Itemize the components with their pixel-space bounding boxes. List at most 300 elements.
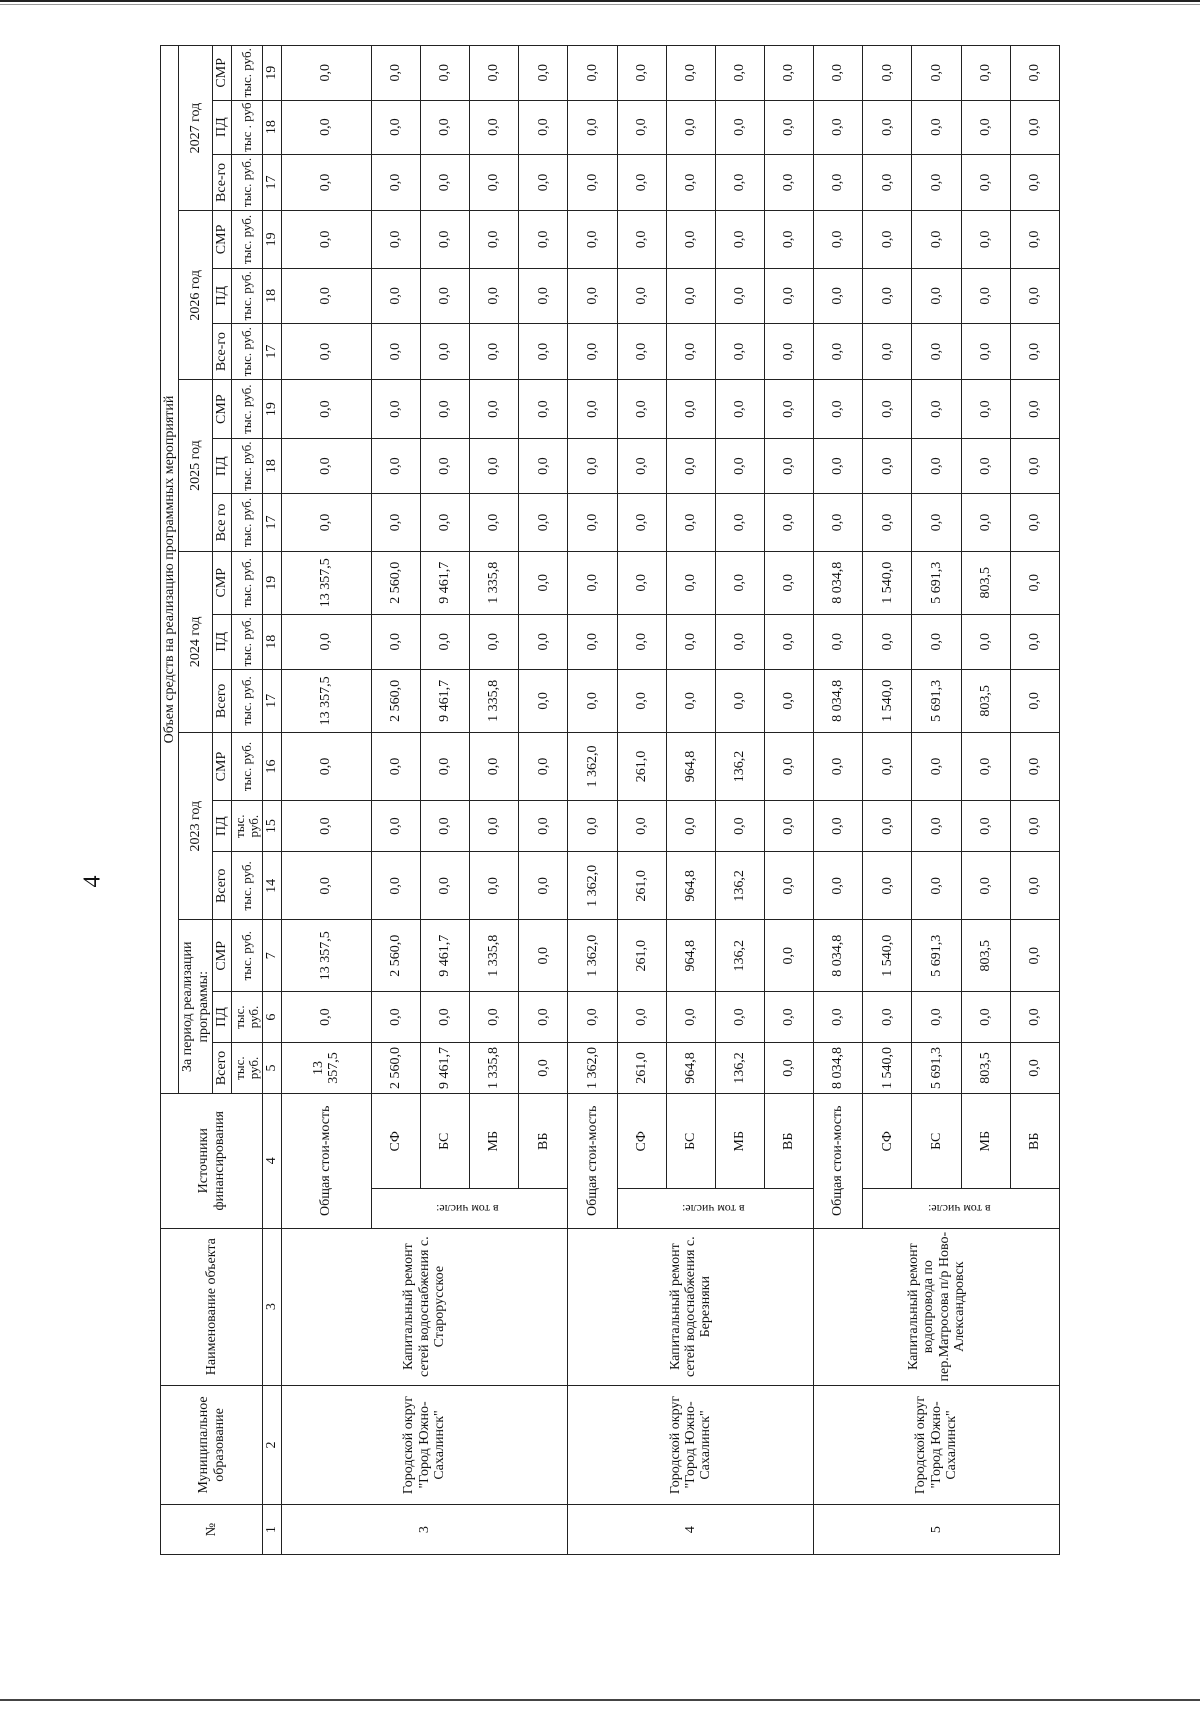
source-cell: ВБ bbox=[764, 1094, 813, 1189]
value-cell: 0,0 bbox=[281, 992, 371, 1043]
value-cell: 0,0 bbox=[519, 1043, 568, 1094]
value-cell: 0,0 bbox=[617, 380, 666, 439]
colnum: 16 bbox=[263, 732, 281, 800]
value-cell: 2 560,0 bbox=[371, 1043, 420, 1094]
unit-cell: тыс. руб. bbox=[231, 801, 263, 852]
subheader-total: Все го bbox=[213, 494, 231, 551]
header-no: № bbox=[161, 1505, 263, 1555]
header-object: Наименование объекта bbox=[161, 1228, 263, 1385]
value-cell: 0,0 bbox=[912, 380, 961, 439]
value-cell: 0,0 bbox=[764, 100, 813, 154]
value-cell: 0,0 bbox=[863, 380, 912, 439]
value-cell: 0,0 bbox=[1010, 100, 1059, 154]
value-cell: 0,0 bbox=[715, 801, 764, 852]
value-cell: 136,2 bbox=[715, 1043, 764, 1094]
value-cell: 0,0 bbox=[715, 438, 764, 493]
value-cell: 0,0 bbox=[470, 992, 519, 1043]
table-row bbox=[281, 46, 371, 1555]
value-cell: 0,0 bbox=[519, 614, 568, 669]
value-cell: 0,0 bbox=[764, 211, 813, 268]
value-cell: 0,0 bbox=[281, 852, 371, 920]
value-cell: 0,0 bbox=[281, 494, 371, 551]
value-cell: 0,0 bbox=[519, 268, 568, 323]
value-cell: 0,0 bbox=[420, 154, 469, 210]
subheader-pd: ПД bbox=[213, 100, 231, 154]
value-cell: 0,0 bbox=[764, 438, 813, 493]
value-cell: 261,0 bbox=[617, 1043, 666, 1094]
value-cell: 0,0 bbox=[617, 211, 666, 268]
source-total-cell: Общая стои-мость bbox=[281, 1094, 371, 1229]
value-cell: 0,0 bbox=[814, 323, 863, 379]
value-cell: 0,0 bbox=[666, 100, 715, 154]
value-cell: 0,0 bbox=[371, 801, 420, 852]
source-cell: ВБ bbox=[519, 1094, 568, 1189]
value-cell: 5 691,3 bbox=[912, 669, 961, 732]
rotated-table-wrapper bbox=[160, 45, 1060, 1555]
unit-cell: тыс. руб. bbox=[231, 494, 263, 551]
value-cell: 13 357,5 bbox=[281, 669, 371, 732]
value-cell: 5 691,3 bbox=[912, 1043, 961, 1094]
value-cell: 0,0 bbox=[1010, 669, 1059, 732]
value-cell: 1 362,0 bbox=[568, 852, 617, 920]
row-number: 5 bbox=[814, 1505, 1060, 1555]
value-cell: 0,0 bbox=[912, 154, 961, 210]
value-cell: 0,0 bbox=[470, 46, 519, 101]
value-cell: 0,0 bbox=[371, 992, 420, 1043]
value-cell: 0,0 bbox=[617, 992, 666, 1043]
value-cell: 261,0 bbox=[617, 732, 666, 800]
value-cell: 0,0 bbox=[863, 323, 912, 379]
value-cell: 0,0 bbox=[519, 801, 568, 852]
value-cell: 0,0 bbox=[470, 852, 519, 920]
value-cell: 0,0 bbox=[715, 380, 764, 439]
value-cell: 0,0 bbox=[568, 323, 617, 379]
value-cell: 0,0 bbox=[519, 992, 568, 1043]
value-cell: 0,0 bbox=[814, 438, 863, 493]
value-cell: 0,0 bbox=[519, 211, 568, 268]
subheader-pd: ПД bbox=[213, 268, 231, 323]
value-cell: 964,8 bbox=[666, 852, 715, 920]
value-cell: 0,0 bbox=[519, 732, 568, 800]
value-cell: 0,0 bbox=[764, 323, 813, 379]
value-cell: 0,0 bbox=[281, 801, 371, 852]
unit-cell: тыс. руб. bbox=[231, 154, 263, 210]
value-cell: 0,0 bbox=[470, 211, 519, 268]
value-cell: 964,8 bbox=[666, 1043, 715, 1094]
value-cell: 1 362,0 bbox=[568, 732, 617, 800]
subheader-pd: ПД bbox=[213, 992, 231, 1043]
value-cell: 0,0 bbox=[961, 732, 1010, 800]
value-cell: 0,0 bbox=[863, 992, 912, 1043]
colnum: 2 bbox=[263, 1385, 281, 1504]
municipality-cell: Городской округ "Город Южно-Сахалинск" bbox=[568, 1385, 814, 1504]
value-cell: 0,0 bbox=[371, 614, 420, 669]
value-cell: 0,0 bbox=[715, 494, 764, 551]
value-cell: 0,0 bbox=[961, 614, 1010, 669]
value-cell: 0,0 bbox=[764, 801, 813, 852]
value-cell: 0,0 bbox=[568, 992, 617, 1043]
value-cell: 0,0 bbox=[470, 268, 519, 323]
value-cell: 0,0 bbox=[281, 100, 371, 154]
value-cell: 0,0 bbox=[961, 801, 1010, 852]
value-cell: 803,5 bbox=[961, 551, 1010, 614]
value-cell: 0,0 bbox=[715, 154, 764, 210]
value-cell: 0,0 bbox=[715, 46, 764, 101]
value-cell: 0,0 bbox=[715, 669, 764, 732]
value-cell: 0,0 bbox=[961, 323, 1010, 379]
header-2023: 2023 год bbox=[179, 732, 213, 920]
value-cell: 1 540,0 bbox=[863, 1043, 912, 1094]
value-cell: 8 034,8 bbox=[814, 669, 863, 732]
value-cell: 0,0 bbox=[912, 992, 961, 1043]
value-cell: 1 335,8 bbox=[470, 669, 519, 732]
header-period: За период реализации программы: bbox=[179, 920, 213, 1094]
value-cell: 0,0 bbox=[814, 268, 863, 323]
row-number: 4 bbox=[568, 1505, 814, 1555]
value-cell: 0,0 bbox=[814, 154, 863, 210]
value-cell: 0,0 bbox=[371, 100, 420, 154]
value-cell: 0,0 bbox=[961, 46, 1010, 101]
header-2026: 2026 год bbox=[179, 211, 213, 380]
value-cell: 0,0 bbox=[420, 211, 469, 268]
value-cell: 0,0 bbox=[1010, 438, 1059, 493]
value-cell: 2 560,0 bbox=[371, 920, 420, 992]
value-cell: 0,0 bbox=[666, 380, 715, 439]
table-row bbox=[814, 46, 863, 1555]
value-cell: 0,0 bbox=[420, 614, 469, 669]
value-cell: 0,0 bbox=[814, 46, 863, 101]
value-cell: 0,0 bbox=[814, 801, 863, 852]
value-cell: 13 357,5 bbox=[281, 920, 371, 992]
colnum: 5 bbox=[263, 1043, 281, 1094]
value-cell: 0,0 bbox=[863, 154, 912, 210]
object-name-cell: Капитальный ремонт сетей водоснабжения с. Старорусское bbox=[281, 1228, 568, 1385]
value-cell: 13 357,5 bbox=[281, 551, 371, 614]
value-cell: 0,0 bbox=[371, 323, 420, 379]
value-cell: 0,0 bbox=[519, 154, 568, 210]
source-cell: СФ bbox=[617, 1094, 666, 1189]
funding-table bbox=[160, 45, 1060, 1555]
value-cell: 0,0 bbox=[617, 323, 666, 379]
value-cell: 0,0 bbox=[666, 494, 715, 551]
value-cell: 0,0 bbox=[961, 852, 1010, 920]
value-cell: 0,0 bbox=[519, 100, 568, 154]
source-cell: МБ bbox=[470, 1094, 519, 1189]
value-cell: 0,0 bbox=[281, 268, 371, 323]
unit-cell: тыс. руб. bbox=[231, 1043, 263, 1094]
value-cell: 1 362,0 bbox=[568, 920, 617, 992]
value-cell: 0,0 bbox=[617, 801, 666, 852]
source-cell: ВБ bbox=[1010, 1094, 1059, 1189]
value-cell: 0,0 bbox=[519, 46, 568, 101]
value-cell: 0,0 bbox=[814, 380, 863, 439]
value-cell: 0,0 bbox=[764, 920, 813, 992]
value-cell: 0,0 bbox=[371, 211, 420, 268]
table-row bbox=[568, 46, 617, 1555]
value-cell: 0,0 bbox=[568, 801, 617, 852]
value-cell: 0,0 bbox=[863, 211, 912, 268]
unit-cell: тыс. руб. bbox=[231, 211, 263, 268]
value-cell: 0,0 bbox=[420, 100, 469, 154]
top-rule-thin bbox=[0, 4, 1200, 5]
value-cell: 0,0 bbox=[617, 438, 666, 493]
value-cell: 0,0 bbox=[281, 154, 371, 210]
value-cell: 0,0 bbox=[863, 732, 912, 800]
value-cell: 0,0 bbox=[420, 732, 469, 800]
value-cell: 0,0 bbox=[814, 614, 863, 669]
value-cell: 0,0 bbox=[281, 380, 371, 439]
value-cell: 0,0 bbox=[666, 323, 715, 379]
subheader-total: Всего bbox=[213, 669, 231, 732]
value-cell: 0,0 bbox=[617, 669, 666, 732]
value-cell: 261,0 bbox=[617, 852, 666, 920]
value-cell: 0,0 bbox=[1010, 154, 1059, 210]
header-2024: 2024 год bbox=[179, 551, 213, 732]
value-cell: 0,0 bbox=[764, 614, 813, 669]
value-cell: 0,0 bbox=[912, 46, 961, 101]
top-rule bbox=[0, 0, 1200, 2]
value-cell: 0,0 bbox=[912, 100, 961, 154]
including-label: в том числе: bbox=[927, 1202, 991, 1217]
value-cell: 0,0 bbox=[420, 801, 469, 852]
unit-cell: тыс. руб. bbox=[231, 268, 263, 323]
value-cell: 0,0 bbox=[814, 211, 863, 268]
value-cell: 0,0 bbox=[519, 494, 568, 551]
value-cell: 0,0 bbox=[568, 380, 617, 439]
value-cell: 0,0 bbox=[470, 380, 519, 439]
colnum: 19 bbox=[263, 211, 281, 268]
value-cell: 0,0 bbox=[281, 323, 371, 379]
value-cell: 0,0 bbox=[568, 438, 617, 493]
value-cell: 0,0 bbox=[764, 494, 813, 551]
colnum: 3 bbox=[263, 1228, 281, 1385]
value-cell: 0,0 bbox=[281, 46, 371, 101]
value-cell: 0,0 bbox=[568, 46, 617, 101]
value-cell: 0,0 bbox=[1010, 211, 1059, 268]
value-cell: 0,0 bbox=[912, 801, 961, 852]
value-cell: 0,0 bbox=[371, 494, 420, 551]
value-cell: 0,0 bbox=[420, 380, 469, 439]
subheader-smr: СМР bbox=[213, 211, 231, 268]
value-cell: 0,0 bbox=[1010, 551, 1059, 614]
value-cell: 0,0 bbox=[666, 211, 715, 268]
value-cell: 0,0 bbox=[568, 669, 617, 732]
value-cell: 136,2 bbox=[715, 852, 764, 920]
header-volume: Объем средств на реализацию программных мероприятий bbox=[161, 46, 179, 1094]
value-cell: 0,0 bbox=[666, 614, 715, 669]
header-municipality: Муниципальное образование bbox=[161, 1385, 263, 1504]
value-cell: 0,0 bbox=[912, 852, 961, 920]
value-cell: 0,0 bbox=[961, 438, 1010, 493]
subheader-pd: ПД bbox=[213, 438, 231, 493]
value-cell: 0,0 bbox=[371, 154, 420, 210]
value-cell: 1 540,0 bbox=[863, 669, 912, 732]
value-cell: 0,0 bbox=[764, 268, 813, 323]
value-cell: 9 461,7 bbox=[420, 551, 469, 614]
subheader-smr: СМР bbox=[213, 551, 231, 614]
value-cell: 0,0 bbox=[420, 323, 469, 379]
colnum: 19 bbox=[263, 380, 281, 439]
value-cell: 0,0 bbox=[912, 211, 961, 268]
unit-cell: тыс . руб bbox=[231, 100, 263, 154]
value-cell: 803,5 bbox=[961, 920, 1010, 992]
table-body bbox=[281, 46, 1059, 1555]
value-cell: 0,0 bbox=[420, 438, 469, 493]
colnum: 15 bbox=[263, 801, 281, 852]
value-cell: 0,0 bbox=[281, 732, 371, 800]
colnum: 17 bbox=[263, 669, 281, 732]
value-cell: 0,0 bbox=[1010, 732, 1059, 800]
value-cell: 0,0 bbox=[470, 100, 519, 154]
value-cell: 0,0 bbox=[863, 852, 912, 920]
value-cell: 0,0 bbox=[764, 669, 813, 732]
value-cell: 0,0 bbox=[519, 323, 568, 379]
colnum: 1 bbox=[263, 1505, 281, 1555]
value-cell: 0,0 bbox=[568, 614, 617, 669]
value-cell: 9 461,7 bbox=[420, 920, 469, 992]
value-cell: 0,0 bbox=[371, 380, 420, 439]
value-cell: 136,2 bbox=[715, 920, 764, 992]
unit-cell: тыс. руб. bbox=[231, 852, 263, 920]
colnum: 4 bbox=[263, 1094, 281, 1229]
value-cell: 0,0 bbox=[1010, 494, 1059, 551]
value-cell: 136,2 bbox=[715, 732, 764, 800]
value-cell: 803,5 bbox=[961, 1043, 1010, 1094]
value-cell: 0,0 bbox=[764, 46, 813, 101]
unit-cell: тыс. руб. bbox=[231, 669, 263, 732]
unit-cell: тыс. руб. bbox=[231, 551, 263, 614]
value-cell: 0,0 bbox=[666, 154, 715, 210]
value-cell: 0,0 bbox=[470, 494, 519, 551]
colnum: 18 bbox=[263, 100, 281, 154]
value-cell: 0,0 bbox=[1010, 920, 1059, 992]
source-total-cell: Общая стои-мость bbox=[814, 1094, 863, 1229]
colnum: 18 bbox=[263, 614, 281, 669]
value-cell: 0,0 bbox=[764, 1043, 813, 1094]
value-cell: 0,0 bbox=[281, 438, 371, 493]
value-cell: 0,0 bbox=[1010, 46, 1059, 101]
value-cell: 964,8 bbox=[666, 920, 715, 992]
value-cell: 0,0 bbox=[715, 323, 764, 379]
source-cell: МБ bbox=[961, 1094, 1010, 1189]
source-cell: БС bbox=[420, 1094, 469, 1189]
unit-cell: тыс. руб. bbox=[231, 380, 263, 439]
value-cell: 0,0 bbox=[961, 494, 1010, 551]
value-cell: 5 691,3 bbox=[912, 551, 961, 614]
value-cell: 5 691,3 bbox=[912, 920, 961, 992]
value-cell: 0,0 bbox=[1010, 801, 1059, 852]
source-cell: МБ bbox=[715, 1094, 764, 1189]
subheader-smr: СМР bbox=[213, 46, 231, 101]
value-cell: 0,0 bbox=[764, 992, 813, 1043]
colnum: 18 bbox=[263, 268, 281, 323]
value-cell: 0,0 bbox=[912, 323, 961, 379]
value-cell: 0,0 bbox=[1010, 992, 1059, 1043]
value-cell: 1 335,8 bbox=[470, 1043, 519, 1094]
unit-cell: тыс. руб. bbox=[231, 992, 263, 1043]
colnum: 17 bbox=[263, 323, 281, 379]
including-label-cell bbox=[617, 1189, 814, 1228]
value-cell: 0,0 bbox=[814, 100, 863, 154]
subheader-total: Все-го bbox=[213, 323, 231, 379]
value-cell: 261,0 bbox=[617, 920, 666, 992]
value-cell: 0,0 bbox=[1010, 268, 1059, 323]
value-cell: 0,0 bbox=[666, 268, 715, 323]
value-cell: 0,0 bbox=[470, 438, 519, 493]
unit-cell: тыс. руб. bbox=[231, 323, 263, 379]
including-label-cell bbox=[863, 1189, 1060, 1228]
subheader-smr: СМР bbox=[213, 732, 231, 800]
including-label: в том числе: bbox=[436, 1202, 499, 1217]
value-cell: 0,0 bbox=[519, 551, 568, 614]
value-cell: 0,0 bbox=[470, 323, 519, 379]
value-cell: 0,0 bbox=[666, 551, 715, 614]
source-total-cell: Общая стои-мость bbox=[568, 1094, 617, 1229]
value-cell: 0,0 bbox=[715, 100, 764, 154]
value-cell: 1 362,0 bbox=[568, 1043, 617, 1094]
source-cell: БС bbox=[666, 1094, 715, 1189]
value-cell: 0,0 bbox=[666, 438, 715, 493]
unit-cell: тыс. руб. bbox=[231, 732, 263, 800]
value-cell: 0,0 bbox=[764, 551, 813, 614]
source-cell: СФ bbox=[863, 1094, 912, 1189]
subheader-total: Все-го bbox=[213, 154, 231, 210]
value-cell: 8 034,8 bbox=[814, 920, 863, 992]
value-cell: 0,0 bbox=[961, 154, 1010, 210]
subheader-pd: ПД bbox=[213, 801, 231, 852]
value-cell: 0,0 bbox=[863, 268, 912, 323]
unit-cell: тыс. руб. bbox=[231, 920, 263, 992]
value-cell: 0,0 bbox=[617, 614, 666, 669]
value-cell: 8 034,8 bbox=[814, 1043, 863, 1094]
value-cell: 0,0 bbox=[371, 268, 420, 323]
value-cell: 0,0 bbox=[568, 100, 617, 154]
value-cell: 0,0 bbox=[1010, 380, 1059, 439]
source-cell: БС bbox=[912, 1094, 961, 1189]
value-cell: 0,0 bbox=[814, 494, 863, 551]
value-cell: 0,0 bbox=[281, 211, 371, 268]
colnum: 14 bbox=[263, 852, 281, 920]
value-cell: 2 560,0 bbox=[371, 551, 420, 614]
value-cell: 0,0 bbox=[814, 732, 863, 800]
value-cell: 0,0 bbox=[519, 438, 568, 493]
value-cell: 0,0 bbox=[1010, 852, 1059, 920]
colnum: 17 bbox=[263, 494, 281, 551]
value-cell: 0,0 bbox=[371, 46, 420, 101]
source-cell: СФ bbox=[371, 1094, 420, 1189]
column-number-row bbox=[263, 46, 281, 1555]
value-cell: 0,0 bbox=[371, 732, 420, 800]
municipality-cell: Городской округ "Город Южно-Сахалинск" bbox=[814, 1385, 1060, 1504]
value-cell: 803,5 bbox=[961, 669, 1010, 732]
value-cell: 0,0 bbox=[1010, 1043, 1059, 1094]
value-cell: 0,0 bbox=[863, 46, 912, 101]
value-cell: 0,0 bbox=[470, 154, 519, 210]
value-cell: 0,0 bbox=[863, 100, 912, 154]
value-cell: 0,0 bbox=[568, 268, 617, 323]
value-cell: 0,0 bbox=[666, 669, 715, 732]
value-cell: 0,0 bbox=[764, 732, 813, 800]
value-cell: 0,0 bbox=[1010, 614, 1059, 669]
value-cell: 0,0 bbox=[568, 211, 617, 268]
value-cell: 0,0 bbox=[863, 494, 912, 551]
value-cell: 0,0 bbox=[470, 614, 519, 669]
subheader-total: Всего bbox=[213, 1043, 231, 1094]
value-cell: 13 357,5 bbox=[281, 1043, 371, 1094]
value-cell: 9 461,7 bbox=[420, 669, 469, 732]
unit-cell: тыс. руб. bbox=[231, 46, 263, 101]
value-cell: 0,0 bbox=[470, 732, 519, 800]
